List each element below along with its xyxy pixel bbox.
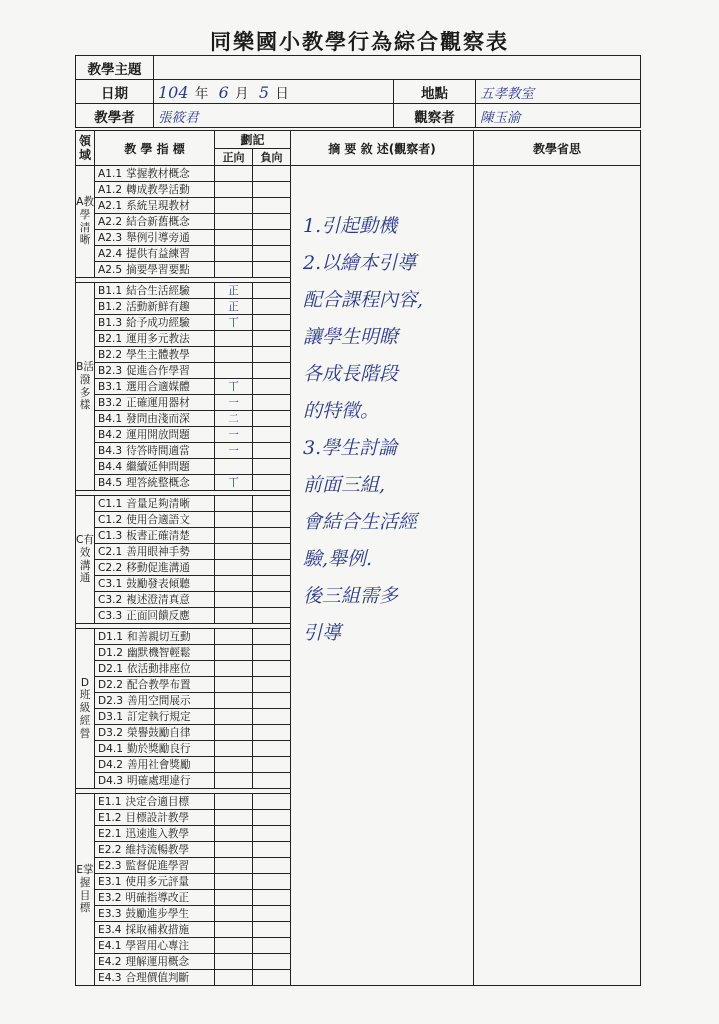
indicator-code: B1.3 bbox=[98, 317, 123, 329]
indicator-code: E3.4 bbox=[98, 924, 122, 936]
positive-tally[interactable] bbox=[215, 363, 253, 379]
negative-tally[interactable] bbox=[253, 459, 291, 475]
positive-tally[interactable] bbox=[215, 757, 253, 773]
negative-tally[interactable] bbox=[253, 725, 291, 741]
indicator-text: 鼓勵進步學生 bbox=[125, 908, 190, 920]
summary-line: 前面三組, bbox=[303, 474, 386, 496]
indicator-cell bbox=[95, 922, 215, 938]
negative-tally[interactable] bbox=[253, 922, 291, 938]
negative-tally[interactable] bbox=[253, 677, 291, 693]
indicator-code: A2.1 bbox=[98, 200, 123, 212]
summary-line: 各成長階段 bbox=[303, 363, 399, 385]
positive-tally[interactable] bbox=[215, 592, 253, 608]
negative-tally[interactable] bbox=[253, 826, 291, 842]
indicator-cell bbox=[95, 629, 215, 645]
summary-line: 3.學生討論 bbox=[303, 437, 398, 459]
positive-tally[interactable] bbox=[215, 528, 253, 544]
indicator-text: 掌握教材概念 bbox=[126, 168, 190, 180]
indicator-code: C3.3 bbox=[98, 610, 123, 622]
month-unit: 月 bbox=[235, 85, 249, 102]
indicator-cell bbox=[95, 347, 215, 363]
indicator-text: 和善親切互動 bbox=[127, 631, 191, 643]
indicator-cell bbox=[95, 725, 215, 741]
indicator-text: 理答統整概念 bbox=[126, 477, 190, 489]
negative-tally[interactable] bbox=[253, 560, 291, 576]
indicator-code: D3.1 bbox=[98, 711, 124, 723]
positive-tally[interactable] bbox=[215, 810, 253, 826]
negative-tally[interactable] bbox=[253, 528, 291, 544]
positive-tally[interactable] bbox=[215, 954, 253, 970]
positive-tally[interactable] bbox=[215, 182, 253, 198]
positive-tally[interactable] bbox=[215, 890, 253, 906]
negative-tally[interactable] bbox=[253, 512, 291, 528]
indicator-text: 善用空間展示 bbox=[127, 695, 191, 707]
indicator-cell bbox=[95, 608, 215, 624]
indicator-code: C1.2 bbox=[98, 514, 123, 526]
indicator-text: 給予成功經驗 bbox=[126, 317, 190, 329]
indicator-text: 結合生活經驗 bbox=[126, 285, 190, 297]
indicator-cell bbox=[95, 645, 215, 661]
indicator-text: 榮譽鼓勵自律 bbox=[127, 727, 191, 739]
indicator-text: 明確指導改正 bbox=[125, 892, 190, 904]
indicator-text: 轉成教學活動 bbox=[126, 184, 190, 196]
indicator-cell bbox=[95, 512, 215, 528]
negative-tally[interactable] bbox=[253, 741, 291, 757]
indicator-code: E3.1 bbox=[98, 876, 122, 888]
indicator-cell bbox=[95, 427, 215, 443]
page-title: 同樂國小教學行為綜合觀察表 bbox=[210, 30, 509, 54]
positive-tally[interactable] bbox=[215, 922, 253, 938]
indicator-text: 目標設計教學 bbox=[125, 812, 190, 824]
negative-tally[interactable] bbox=[253, 629, 291, 645]
indicator-text: 活動新鮮有趣 bbox=[126, 301, 190, 313]
positive-tally[interactable] bbox=[215, 874, 253, 890]
indicator-cell bbox=[95, 741, 215, 757]
indicator-text: 決定合適目標 bbox=[125, 796, 190, 808]
observer-label: 觀察者 bbox=[394, 104, 476, 128]
negative-tally[interactable] bbox=[253, 842, 291, 858]
indicator-text: 摘要學習要點 bbox=[126, 264, 190, 276]
teacher-label: 教學者 bbox=[76, 104, 154, 128]
negative-tally[interactable] bbox=[253, 443, 291, 459]
indicator-text: 選用合適媒體 bbox=[126, 381, 190, 393]
indicator-cell bbox=[95, 411, 215, 427]
day-unit: 日 bbox=[275, 85, 289, 102]
indicator-code: B4.4 bbox=[98, 461, 123, 473]
header-table bbox=[75, 55, 641, 128]
indicator-cell bbox=[95, 528, 215, 544]
negative-tally[interactable] bbox=[253, 315, 291, 331]
indicator-text: 待答時間適當 bbox=[126, 445, 190, 457]
summary-notes bbox=[303, 208, 473, 652]
date-value[interactable] bbox=[154, 80, 394, 104]
indicator-text: 理解運用概念 bbox=[125, 956, 190, 968]
indicator-code: B2.1 bbox=[98, 333, 123, 345]
reflection-cell[interactable] bbox=[474, 166, 641, 986]
indicator-text: 明確處理違行 bbox=[127, 775, 191, 787]
indicator-cell bbox=[95, 379, 215, 395]
indicator-text: 結合新舊概念 bbox=[126, 216, 190, 228]
indicator-code: E4.3 bbox=[98, 972, 122, 984]
indicator-code: B4.2 bbox=[98, 429, 123, 441]
indicator-cell bbox=[95, 773, 215, 789]
indicator-code: C2.2 bbox=[98, 562, 123, 574]
negative-tally[interactable] bbox=[253, 214, 291, 230]
indicator-text: 合理價值判斷 bbox=[125, 972, 190, 984]
indicator-cell bbox=[95, 182, 215, 198]
indicator-cell bbox=[95, 230, 215, 246]
indicator-cell bbox=[95, 970, 215, 986]
indicator-cell bbox=[95, 395, 215, 411]
indicator-text: 板書正確清楚 bbox=[126, 530, 190, 542]
date-month: 6 bbox=[218, 82, 229, 102]
positive-tally[interactable] bbox=[215, 858, 253, 874]
positive-tally[interactable] bbox=[215, 608, 253, 624]
domain-label: D班級經營 bbox=[76, 629, 95, 789]
positive-tally[interactable]: 一 bbox=[215, 395, 253, 411]
positive-tally[interactable] bbox=[215, 512, 253, 528]
positive-tally[interactable] bbox=[215, 794, 253, 810]
positive-tally[interactable] bbox=[215, 198, 253, 214]
indicator-text: 勤於獎勵良行 bbox=[127, 743, 191, 755]
domain-label: B活潑多樣 bbox=[76, 283, 95, 491]
indicator-text: 訂定執行規定 bbox=[127, 711, 191, 723]
indicator-code: C3.1 bbox=[98, 578, 123, 590]
indicator-text: 系統呈現教材 bbox=[126, 200, 190, 212]
indicator-cell bbox=[95, 299, 215, 315]
negative-tally[interactable] bbox=[253, 810, 291, 826]
observation-table bbox=[75, 130, 641, 986]
indicator-code: A2.5 bbox=[98, 264, 123, 276]
negative-tally[interactable] bbox=[253, 182, 291, 198]
indicator-text: 善用眼神手勢 bbox=[126, 546, 190, 558]
positive-tally[interactable] bbox=[215, 262, 253, 278]
negative-tally[interactable] bbox=[253, 427, 291, 443]
place-value[interactable]: 五孝教室 bbox=[476, 80, 641, 104]
indicator-code: E3.2 bbox=[98, 892, 122, 904]
summary-line: 會結合生活經 bbox=[303, 511, 418, 533]
negative-tally[interactable] bbox=[253, 230, 291, 246]
negative-tally[interactable] bbox=[253, 906, 291, 922]
indicator-code: A2.3 bbox=[98, 232, 123, 244]
positive-tally[interactable] bbox=[215, 677, 253, 693]
indicator-text: 鼓勵發表傾聽 bbox=[126, 578, 190, 590]
col-record: 劃記 bbox=[215, 131, 291, 149]
negative-tally[interactable] bbox=[253, 395, 291, 411]
indicator-cell bbox=[95, 954, 215, 970]
indicator-cell bbox=[95, 874, 215, 890]
indicator-cell bbox=[95, 246, 215, 262]
indicator-row bbox=[76, 166, 641, 182]
indicator-cell bbox=[95, 890, 215, 906]
negative-tally[interactable] bbox=[253, 283, 291, 299]
negative-tally[interactable] bbox=[253, 970, 291, 986]
indicator-text: 使用多元評量 bbox=[125, 876, 190, 888]
indicator-code: B4.1 bbox=[98, 413, 123, 425]
positive-tally[interactable] bbox=[215, 496, 253, 512]
indicator-code: D2.3 bbox=[98, 695, 124, 707]
positive-tally[interactable]: 二 bbox=[215, 411, 253, 427]
indicator-code: E3.3 bbox=[98, 908, 122, 920]
indicator-code: A1.1 bbox=[98, 168, 123, 180]
indicator-code: E2.1 bbox=[98, 828, 122, 840]
negative-tally[interactable] bbox=[253, 262, 291, 278]
indicator-code: B3.2 bbox=[98, 397, 123, 409]
indicator-cell bbox=[95, 757, 215, 773]
negative-tally[interactable] bbox=[253, 608, 291, 624]
indicator-text: 發問由淺而深 bbox=[126, 413, 190, 425]
positive-tally[interactable] bbox=[215, 576, 253, 592]
indicator-code: E4.1 bbox=[98, 940, 122, 952]
indicator-cell bbox=[95, 544, 215, 560]
positive-tally[interactable] bbox=[215, 629, 253, 645]
positive-tally[interactable] bbox=[215, 347, 253, 363]
positive-tally[interactable] bbox=[215, 826, 253, 842]
positive-tally[interactable]: 丅 bbox=[215, 315, 253, 331]
indicator-code: A2.4 bbox=[98, 248, 123, 260]
indicator-cell bbox=[95, 560, 215, 576]
indicator-cell bbox=[95, 214, 215, 230]
positive-tally[interactable] bbox=[215, 459, 253, 475]
negative-tally[interactable] bbox=[253, 693, 291, 709]
indicator-code: D4.1 bbox=[98, 743, 124, 755]
indicator-code: D4.3 bbox=[98, 775, 124, 787]
positive-tally[interactable] bbox=[215, 214, 253, 230]
indicator-code: E4.2 bbox=[98, 956, 122, 968]
positive-tally[interactable] bbox=[215, 906, 253, 922]
date-label: 日期 bbox=[76, 80, 154, 104]
indicator-text: 正確運用器材 bbox=[126, 397, 190, 409]
negative-tally[interactable] bbox=[253, 544, 291, 560]
indicator-text: 使用合適語文 bbox=[126, 514, 190, 526]
negative-tally[interactable] bbox=[253, 645, 291, 661]
indicator-text: 維持流暢教學 bbox=[125, 844, 190, 856]
indicator-code: B1.1 bbox=[98, 285, 123, 297]
indicator-cell bbox=[95, 906, 215, 922]
negative-tally[interactable] bbox=[253, 166, 291, 182]
indicator-text: 音量足夠清晰 bbox=[126, 498, 190, 510]
negative-tally[interactable] bbox=[253, 874, 291, 890]
indicator-text: 依活動排座位 bbox=[127, 663, 191, 675]
indicator-code: A2.2 bbox=[98, 216, 123, 228]
indicator-code: B1.2 bbox=[98, 301, 123, 313]
indicator-text: 繼續延伸問題 bbox=[126, 461, 190, 473]
indicator-cell bbox=[95, 858, 215, 874]
indicator-cell bbox=[95, 459, 215, 475]
indicator-code: D2.1 bbox=[98, 663, 124, 675]
col-summary: 摘 要 敘 述(觀察者) bbox=[291, 131, 474, 166]
negative-tally[interactable] bbox=[253, 331, 291, 347]
positive-tally[interactable]: 正 bbox=[215, 299, 253, 315]
summary-line: 的特徵。 bbox=[303, 400, 380, 422]
indicator-code: E1.1 bbox=[98, 796, 122, 808]
indicator-code: B3.1 bbox=[98, 381, 123, 393]
summary-line: 2.以繪本引導 bbox=[303, 252, 417, 274]
indicator-cell bbox=[95, 677, 215, 693]
positive-tally[interactable] bbox=[215, 773, 253, 789]
domain-label: A教學清晰 bbox=[76, 166, 95, 278]
indicator-code: B2.3 bbox=[98, 365, 123, 377]
date-day: 5 bbox=[258, 82, 270, 102]
negative-tally[interactable] bbox=[253, 858, 291, 874]
positive-tally[interactable] bbox=[215, 230, 253, 246]
negative-tally[interactable] bbox=[253, 198, 291, 214]
indicator-code: C3.2 bbox=[98, 594, 123, 606]
indicator-text: 採取補救措施 bbox=[125, 924, 190, 936]
indicator-code: E1.2 bbox=[98, 812, 122, 824]
indicator-cell bbox=[95, 576, 215, 592]
positive-tally[interactable] bbox=[215, 645, 253, 661]
indicator-code: D1.1 bbox=[98, 631, 124, 643]
positive-tally[interactable] bbox=[215, 693, 253, 709]
indicator-text: 提供有益練習 bbox=[126, 248, 190, 260]
positive-tally[interactable] bbox=[215, 544, 253, 560]
indicator-cell bbox=[95, 794, 215, 810]
negative-tally[interactable] bbox=[253, 794, 291, 810]
indicator-text: 運用多元教法 bbox=[126, 333, 190, 345]
negative-tally[interactable] bbox=[253, 496, 291, 512]
negative-tally[interactable] bbox=[253, 576, 291, 592]
indicator-text: 複述澄清真意 bbox=[126, 594, 190, 606]
indicator-code: B4.3 bbox=[98, 445, 123, 457]
indicator-text: 幽默機智輕鬆 bbox=[127, 647, 191, 659]
positive-tally[interactable]: 丅 bbox=[215, 475, 253, 491]
positive-tally[interactable] bbox=[215, 741, 253, 757]
negative-tally[interactable] bbox=[253, 411, 291, 427]
indicator-cell bbox=[95, 198, 215, 214]
indicator-cell bbox=[95, 443, 215, 459]
year-unit: 年 bbox=[194, 85, 209, 102]
negative-tally[interactable] bbox=[253, 299, 291, 315]
negative-tally[interactable] bbox=[253, 475, 291, 491]
negative-tally[interactable] bbox=[253, 246, 291, 262]
indicator-cell bbox=[95, 810, 215, 826]
positive-tally[interactable]: 丅 bbox=[215, 379, 253, 395]
indicator-code: A1.2 bbox=[98, 184, 123, 196]
indicator-cell bbox=[95, 262, 215, 278]
negative-tally[interactable] bbox=[253, 938, 291, 954]
indicator-code: D1.2 bbox=[98, 647, 124, 659]
positive-tally[interactable] bbox=[215, 331, 253, 347]
positive-tally[interactable]: 一 bbox=[215, 443, 253, 459]
positive-tally[interactable] bbox=[215, 709, 253, 725]
indicator-cell bbox=[95, 475, 215, 491]
indicator-code: B4.5 bbox=[98, 477, 123, 489]
summary-line: 後三組需多 bbox=[303, 585, 399, 607]
negative-tally[interactable] bbox=[253, 954, 291, 970]
teacher-value[interactable]: 張筱君 bbox=[154, 104, 394, 128]
topic-value[interactable] bbox=[154, 56, 641, 80]
indicator-text: 正面回饋反應 bbox=[126, 610, 190, 622]
summary-line: 驗,舉例. bbox=[303, 548, 373, 570]
date-year: 104 bbox=[158, 82, 189, 102]
indicator-code: D3.2 bbox=[98, 727, 124, 739]
indicator-cell bbox=[95, 331, 215, 347]
indicator-code: C2.1 bbox=[98, 546, 123, 558]
indicator-cell bbox=[95, 661, 215, 677]
indicator-text: 學習用心專注 bbox=[125, 940, 190, 952]
indicator-cell bbox=[95, 363, 215, 379]
negative-tally[interactable] bbox=[253, 592, 291, 608]
negative-tally[interactable] bbox=[253, 363, 291, 379]
positive-tally[interactable] bbox=[215, 842, 253, 858]
indicator-text: 促進合作學習 bbox=[126, 365, 190, 377]
indicator-code: C1.1 bbox=[98, 498, 123, 510]
place-label: 地點 bbox=[394, 80, 476, 104]
indicator-code: C1.3 bbox=[98, 530, 123, 542]
indicator-text: 學生主體教學 bbox=[126, 349, 190, 361]
positive-tally[interactable] bbox=[215, 938, 253, 954]
summary-line: 讓學生明瞭 bbox=[303, 326, 399, 348]
indicator-cell bbox=[95, 283, 215, 299]
topic-label: 教學主題 bbox=[76, 56, 154, 80]
negative-tally[interactable] bbox=[253, 379, 291, 395]
domain-label: C有效溝通 bbox=[76, 496, 95, 624]
indicator-cell bbox=[95, 826, 215, 842]
indicator-code: E2.2 bbox=[98, 844, 122, 856]
indicator-cell bbox=[95, 315, 215, 331]
summary-line: 配合課程內容, bbox=[303, 289, 424, 311]
col-indicator: 教 學 指 標 bbox=[95, 131, 215, 166]
indicator-cell bbox=[95, 842, 215, 858]
observer-value[interactable]: 陳玉渝 bbox=[476, 104, 641, 128]
positive-tally[interactable] bbox=[215, 166, 253, 182]
positive-tally[interactable] bbox=[215, 970, 253, 986]
summary-line: 1.引起動機 bbox=[303, 215, 398, 237]
indicator-code: D4.2 bbox=[98, 759, 124, 771]
summary-cell[interactable] bbox=[291, 166, 474, 986]
positive-tally[interactable]: 一 bbox=[215, 427, 253, 443]
indicator-cell bbox=[95, 709, 215, 725]
indicator-cell bbox=[95, 166, 215, 182]
col-negative: 負向 bbox=[253, 149, 291, 166]
indicator-text: 配合教學布置 bbox=[127, 679, 191, 691]
indicator-text: 舉例引導旁通 bbox=[126, 232, 190, 244]
indicator-text: 善用社會獎勵 bbox=[127, 759, 191, 771]
indicator-text: 運用開放問題 bbox=[126, 429, 190, 441]
negative-tally[interactable] bbox=[253, 709, 291, 725]
negative-tally[interactable] bbox=[253, 773, 291, 789]
negative-tally[interactable] bbox=[253, 757, 291, 773]
indicator-text: 迅速進入教學 bbox=[125, 828, 190, 840]
negative-tally[interactable] bbox=[253, 347, 291, 363]
positive-tally[interactable] bbox=[215, 661, 253, 677]
indicator-text: 監督促進學習 bbox=[125, 860, 190, 872]
indicator-cell bbox=[95, 496, 215, 512]
positive-tally[interactable] bbox=[215, 725, 253, 741]
summary-line: 引導 bbox=[303, 622, 342, 644]
negative-tally[interactable] bbox=[253, 890, 291, 906]
col-domain: 領域 bbox=[76, 131, 95, 166]
positive-tally[interactable] bbox=[215, 246, 253, 262]
positive-tally[interactable] bbox=[215, 560, 253, 576]
negative-tally[interactable] bbox=[253, 661, 291, 677]
col-reflection: 教學省思 bbox=[474, 131, 641, 166]
indicator-cell bbox=[95, 693, 215, 709]
domain-label: E掌握目標 bbox=[76, 794, 95, 986]
indicator-text: 移動促進溝通 bbox=[126, 562, 190, 574]
indicator-code: B2.2 bbox=[98, 349, 123, 361]
col-positive: 正向 bbox=[215, 149, 253, 166]
positive-tally[interactable]: 正 bbox=[215, 283, 253, 299]
indicator-cell bbox=[95, 938, 215, 954]
indicator-code: E2.3 bbox=[98, 860, 122, 872]
indicator-code: D2.2 bbox=[98, 679, 124, 691]
indicator-cell bbox=[95, 592, 215, 608]
